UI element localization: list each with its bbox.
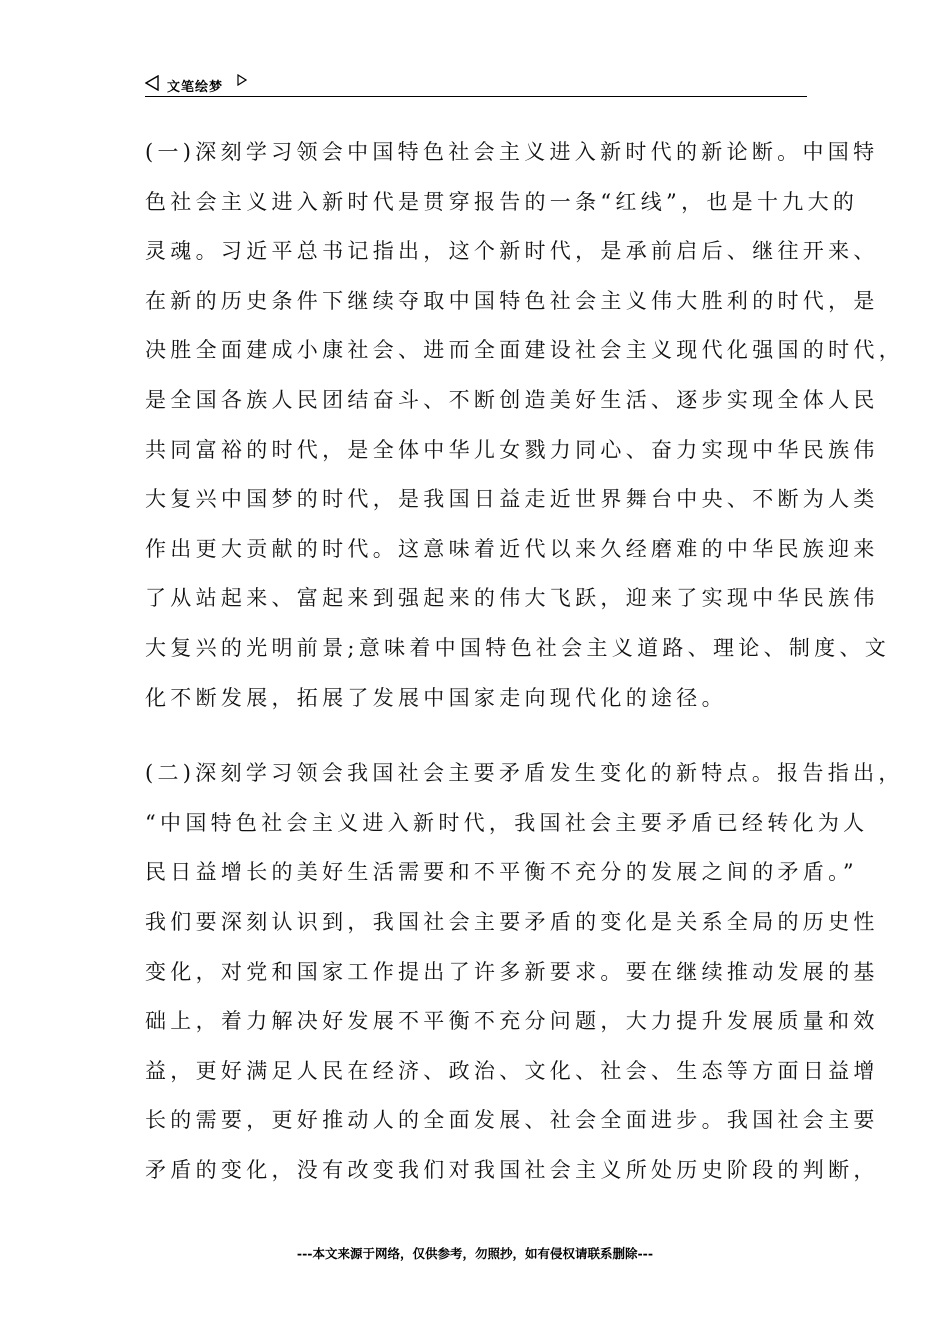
text-line: 灵魂。习近平总书记指出，这个新时代，是承前启后、继往开来、 (145, 239, 879, 264)
text-line: 共同富裕的时代，是全体中华儿女戮力同心、奋力实现中华民族伟 (145, 437, 879, 462)
text-line: 了从站起来、富起来到强起来的伟大飞跃，迎来了实现中华民族伟 (145, 586, 879, 611)
text-line: (二)深刻学习领会我国社会主要矛盾发生变化的新特点。报告指出， (145, 761, 904, 786)
text-line: 变化，对党和国家工作提出了许多新要求。要在继续推动发展的基 (145, 959, 879, 984)
text-line: 在新的历史条件下继续夺取中国特色社会主义伟大胜利的时代，是 (145, 288, 879, 313)
paragraph-2 (145, 749, 904, 1195)
text-line: 矛盾的变化，没有改变我们对我国社会主义所处历史阶段的判断， (145, 1157, 879, 1182)
text-line: 长的需要，更好推动人的全面发展、社会全面进步。我国社会主要 (145, 1108, 879, 1133)
text-line: 我们要深刻认识到，我国社会主要矛盾的变化是关系全局的历史性 (145, 909, 879, 934)
document-body (145, 128, 904, 1195)
footer-disclaimer: ---本文来源于网络，仅供参考，勿照抄，如有侵权请联系删除--- (296, 1246, 654, 1261)
text-line: (一)深刻学习领会中国特色社会主义进入新时代的新论断。中国特 (145, 140, 879, 164)
paragraph-1 (145, 128, 904, 723)
text-line: “中国特色社会主义进入新时代，我国社会主要矛盾已经转化为人 (145, 810, 869, 835)
text-line: 益，更好满足人民在经济、政治、文化、社会、生态等方面日益增 (145, 1058, 879, 1083)
text-line: 民日益增长的美好生活需要和不平衡不充分的发展之间的矛盾。” (145, 860, 858, 885)
text-line: 色社会主义进入新时代是贯穿报告的一条“红线”，也是十九大的 (145, 189, 859, 214)
triangle-left-icon (145, 75, 159, 95)
text-line: 决胜全面建成小康社会、进而全面建设社会主义现代化强国的时代， (145, 338, 904, 363)
text-line: 化不断发展，拓展了发展中国家走向现代化的途径。 (145, 685, 727, 710)
text-line: 础上，着力解决好发展不平衡不充分问题，大力提升发展质量和效 (145, 1009, 879, 1034)
text-line: 是全国各族人民团结奋斗、不断创造美好生活、逐步实现全体人民 (145, 387, 879, 412)
page-header (145, 74, 807, 97)
text-line: 大复兴中国梦的时代，是我国日益走近世界舞台中央、不断为人类 (145, 487, 879, 512)
header-title: 文笔绘梦 (167, 80, 224, 95)
triangle-right-icon (237, 74, 247, 90)
text-line: 作出更大贡献的时代。这意味着近代以来久经磨难的中华民族迎来 (145, 536, 879, 561)
text-line: 大复兴的光明前景;意味着中国特色社会主义道路、理论、制度、文 (145, 635, 891, 660)
